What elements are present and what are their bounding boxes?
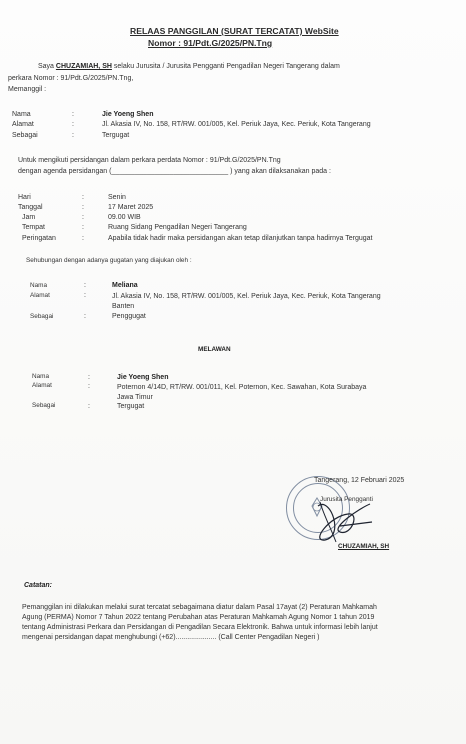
colon: : xyxy=(72,111,74,118)
peringatan-label: Peringatan xyxy=(22,235,56,242)
jam-value: 09.00 WIB xyxy=(108,214,141,221)
party2-alamat1: Jl. Akasia IV, No. 158, RT/RW. 001/005, Kel. Periuk Jaya, Kec. Periuk, Kota Tangerang xyxy=(112,293,381,300)
party1-sebagai-label: Sebagai xyxy=(12,132,38,139)
party3-alamat1: Poternon 4/14D, RT/RW. 001/011, Kel. Poternon, Kec. Sawahan, Kota Surabaya xyxy=(117,384,367,391)
party2-alamat-label: Alamat xyxy=(30,292,50,299)
colon: : xyxy=(84,292,86,299)
party3-nama: Jie Yoeng Shen xyxy=(117,374,169,381)
colon: : xyxy=(88,383,90,390)
party1-alamat-label: Alamat xyxy=(12,121,34,128)
handwritten-signature xyxy=(300,496,390,546)
party3-sebagai-label: Sebagai xyxy=(32,402,56,409)
party3-nama-label: Nama xyxy=(32,373,50,380)
tanggal-value: 17 Maret 2025 xyxy=(108,204,154,211)
document-title: RELAAS PANGGILAN (SURAT TERCATAT) WebSite xyxy=(130,26,339,36)
hari-label: Hari xyxy=(18,194,31,201)
juru-name: CHUZAMIAH, SH xyxy=(55,63,112,70)
colon: : xyxy=(88,374,90,381)
hari-value: Senin xyxy=(108,194,126,201)
party3-alamat-label: Alamat xyxy=(32,382,52,389)
catatan-line4: mengenai persidangan dapat menghubungi (+62)..................... (Call Center Pengadilan Negeri ) xyxy=(22,634,320,641)
melawan-heading: MELAWAN xyxy=(198,346,231,353)
catatan-line1: Pemanggilan ini dilakukan melalui surat tercatat sebagaimana diatur dalam Pasal 17ayat (2) Peraturan Mahkamah xyxy=(22,604,377,611)
intro-line xyxy=(38,63,340,70)
colon: : xyxy=(84,313,86,320)
sehubungan-text: Sehubungan dengan adanya gugatan yang diajukan oleh : xyxy=(26,257,192,264)
untuk-line1: Untuk mengikuti persidangan dalam perkara perdata Nomor : 91/Pdt.G/2025/PN.Tng xyxy=(18,157,281,164)
colon: : xyxy=(88,403,90,410)
tanggal-label: Tanggal xyxy=(18,204,43,211)
colon: : xyxy=(84,282,86,289)
party1-nama-label: Nama xyxy=(12,111,31,118)
party2-nama: Meliana xyxy=(112,282,138,289)
document-number: Nomor : 91/Pdt.G/2025/PN.Tng xyxy=(148,38,273,48)
party2-sebagai-label: Sebagai xyxy=(30,313,54,320)
tempat-value: Ruang Sidang Pengadilan Negeri Tangerang xyxy=(108,224,247,231)
party2-alamat2: Banten xyxy=(112,303,135,310)
peringatan-value: Apabila tidak hadir maka persidangan akan tetap dilanjutkan tanpa hadirnya Tergugat xyxy=(108,235,373,242)
colon: : xyxy=(82,214,84,221)
colon: : xyxy=(82,194,84,201)
party1-sebagai: Tergugat xyxy=(102,132,130,139)
catatan-heading: Catatan: xyxy=(24,582,53,589)
party3-alamat2: Jawa Timur xyxy=(117,394,153,401)
intro-selaku: selaku Jurusita / Jurusita Pengganti Pengadilan Negeri Tangerang dalam xyxy=(113,63,340,70)
colon: : xyxy=(82,224,84,231)
sign-role: Jurusita Pengganti xyxy=(320,496,373,503)
untuk-line2: dengan agenda persidangan (______________________________ ) yang akan dilaksanakan pada : xyxy=(18,168,331,175)
intro-saya: Saya xyxy=(38,63,54,70)
party1-alamat: Jl. Akasia IV, No. 158, RT/RW. 001/005, Kel. Periuk Jaya, Kec. Periuk, Kota Tangerang xyxy=(102,121,371,128)
party2-sebagai: Penggugat xyxy=(112,313,146,320)
colon: : xyxy=(72,121,74,128)
sign-place-date: Tangerang, 12 Februari 2025 xyxy=(314,477,405,484)
tempat-label: Tempat xyxy=(22,224,45,231)
party3-sebagai: Tergugat xyxy=(117,403,145,410)
catatan-line3: tentang Administrasi Perkara dan Persidangan di Pengadilan Secara Elektronik. Bahwa untuk informasi lebih lanjut xyxy=(22,624,378,631)
colon: : xyxy=(82,204,84,211)
sign-name: CHUZAMIAH, SH xyxy=(338,543,390,550)
jam-label: Jam xyxy=(22,214,36,221)
party1-nama: Jie Yoeng Shen xyxy=(102,111,154,118)
party2-nama-label: Nama xyxy=(30,282,48,289)
intro-line2: perkara Nomor : 91/Pdt.G/2025/PN.Tng, xyxy=(8,75,134,82)
catatan-line2: Agung (PERMA) Nomor 7 Tahun 2022 tentang Perubahan atas Peraturan Mahkamah Agung Nomor 1 tahun 2019 xyxy=(22,614,375,621)
colon: : xyxy=(82,235,84,242)
intro-line3: Memanggil : xyxy=(8,86,47,93)
colon: : xyxy=(72,132,74,139)
